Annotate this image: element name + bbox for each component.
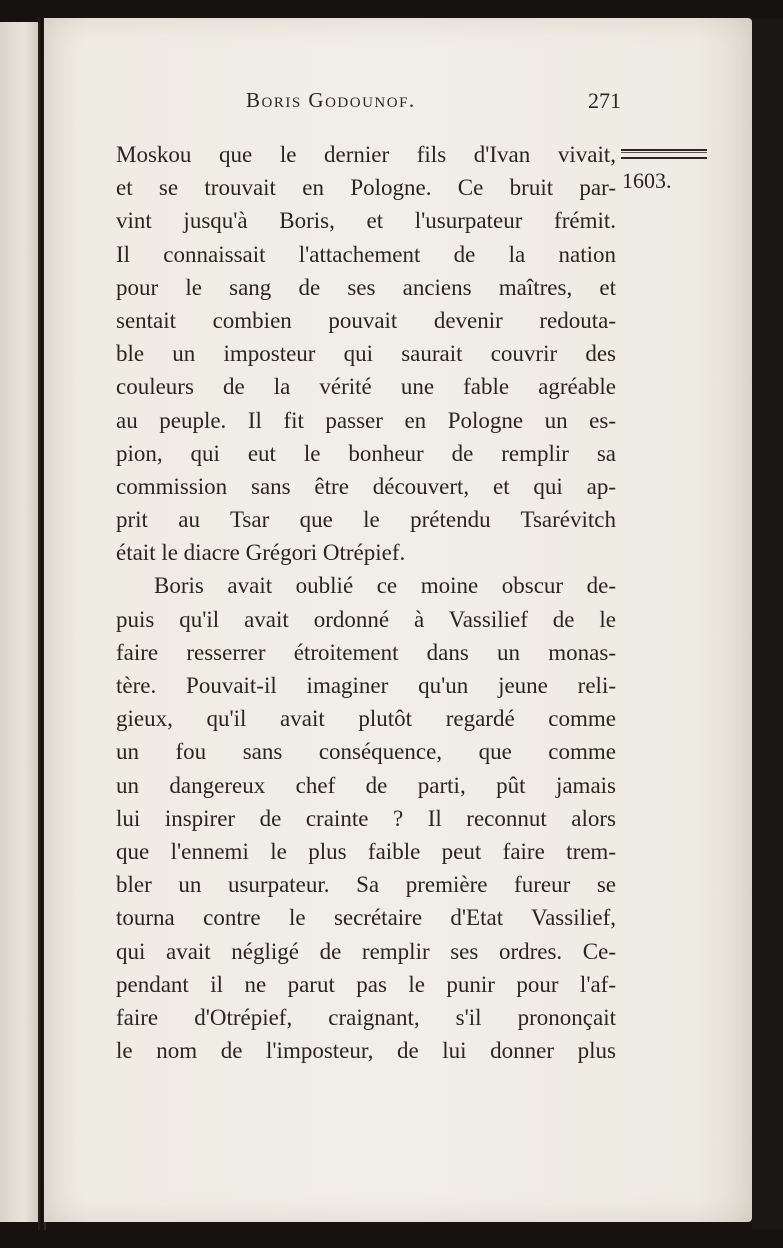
text-line: pion, qui eut le bonheur de remplir sa — [116, 440, 616, 466]
text-line: commission sans être découvert, et qui ap- — [116, 473, 616, 499]
text-line: ble un imposteur qui saurait couvrir des — [116, 341, 616, 367]
text-line: Boris avait oublié ce moine obscur de- — [154, 573, 616, 599]
text-line: un fou sans conséquence, que comme — [116, 739, 616, 765]
text-line: lui inspirer de crainte ? Il reconnut alors — [116, 805, 616, 831]
text-line: Il connaissait l'attachement de la nation — [116, 241, 616, 267]
text-line: au peuple. Il fit passer en Pologne un es- — [116, 407, 616, 433]
running-head — [116, 88, 621, 116]
running-title: Boris Godounof. — [246, 88, 416, 112]
text-line: faire resserrer étroitement dans un monas- — [116, 639, 616, 665]
previous-page-edge — [0, 22, 40, 1222]
margin-year: 1603. — [622, 168, 672, 193]
text-line: bler un usurpateur. Sa première fureur se — [116, 872, 616, 898]
text-line: que l'ennemi le plus faible peut faire trem- — [116, 838, 616, 864]
text-line: un dangereux chef de parti, pût jamais — [116, 772, 616, 798]
text-line: vint jusqu'à Boris, et l'usurpateur frémit. — [116, 208, 616, 234]
text-line: puis qu'il avait ordonné à Vassilief de le — [116, 606, 616, 632]
body-text — [116, 138, 616, 1067]
text-line: tère. Pouvait-il imaginer qu'un jeune reli- — [116, 673, 616, 698]
text-line: Moskou que le dernier fils d'Ivan vivait, — [116, 142, 616, 167]
text-line: faire d'Otrépief, craignant, s'il prononçait — [116, 1004, 616, 1030]
text-line: sentait combien pouvait devenir redouta- — [116, 307, 616, 333]
scanner-right-edge — [752, 18, 783, 1230]
margin-rule — [621, 149, 707, 159]
text-line: qui avait négligé de remplir ses ordres. Ce- — [116, 938, 616, 964]
text-line: prit au Tsar que le prétendu Tsarévitch — [116, 507, 616, 533]
text-line: pour le sang de ses anciens maîtres, et — [116, 274, 616, 300]
text-line: pendant il ne parut pas le punir pour l'af- — [116, 971, 616, 997]
text-line: tourna contre le secrétaire d'Etat Vassilief, — [116, 905, 616, 931]
text-line: couleurs de la vérité une fable agréable — [116, 374, 616, 400]
text-line: était le diacre Grégori Otrépief. — [116, 540, 406, 566]
text-line: le nom de l'imposteur, de lui donner plus — [116, 1038, 616, 1064]
page-number: 271 — [588, 88, 621, 113]
text-line: et se trouvait en Pologne. Ce bruit par- — [116, 175, 616, 201]
text-line: gieux, qu'il avait plutôt regardé comme — [116, 706, 616, 732]
